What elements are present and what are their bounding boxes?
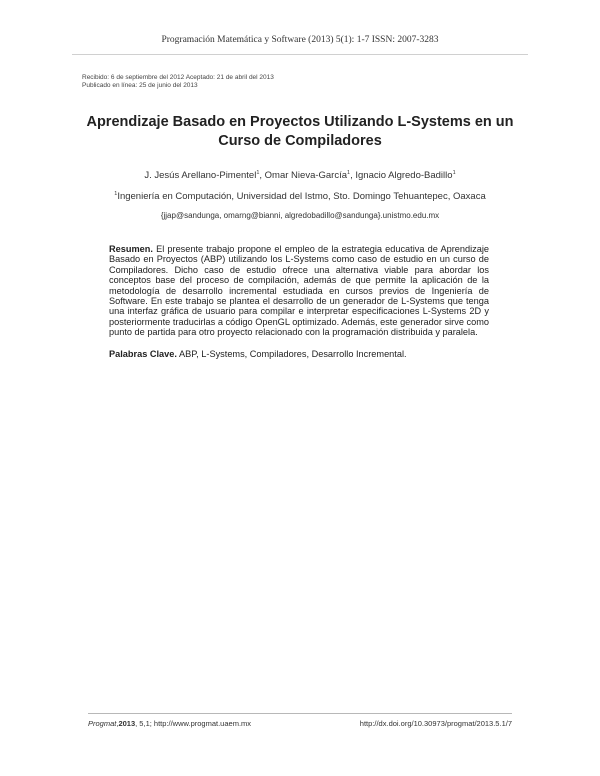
publication-dates bbox=[82, 74, 274, 90]
footer-divider bbox=[88, 713, 512, 714]
keywords-text: ABP, L-Systems, Compiladores, Desarrollo Incremental. bbox=[178, 349, 407, 359]
published-date: Publicado en línea: 25 de junio del 2013 bbox=[82, 82, 198, 89]
affiliation-text: Ingeniería en Computación, Universidad del Istmo, Sto. Domingo Tehuantepec, Oaxaca bbox=[117, 191, 486, 202]
abstract-text: El presente trabajo propone el empleo de la estrategia educativa de Aprendizaje Basado en Proyectos (ABP) utilizando los L-Systems como caso de estudio en un curso de Compiladores. Dicho caso de estudio ofrece una alternativa viable para abordar los conceptos base del proceso de compilación, además de que permite la aplicación de la metodología de desarrollo incremental estudiada en cursos previos de Ingeniería de Software. En este trabajo se plantea el desarrollo de un generador de L-Systems que tenga una interfaz gráfica de usuario para compilar e interpretar especificaciones L-Systems 2D y posteriormente traducirlas a código OpenGL optimizado. Además, este generador sirve como punto de partida para otro proyecto relacionado con la programación distribuida y paralela. bbox=[109, 244, 489, 338]
paper-title: Aprendizaje Basado en Proyectos Utilizando L-Systems en un Curso de Compiladores bbox=[86, 114, 514, 149]
author-list bbox=[82, 170, 518, 181]
abstract-label: Resumen. bbox=[109, 244, 153, 254]
affiliation bbox=[82, 191, 518, 202]
received-accepted-date: Recibido: 6 de septiembre del 2012 Aceptado: 21 de abril del 2013 bbox=[82, 74, 274, 81]
footer-citation: Progmat,2013, 5,1; http://www.progmat.uaem.mx bbox=[88, 719, 252, 728]
author-name: J. Jesús Arellano-Pimentel bbox=[144, 170, 257, 181]
author-name: Ignacio Algredo-Badillo bbox=[355, 170, 453, 181]
abstract bbox=[109, 244, 489, 338]
keywords bbox=[109, 349, 489, 359]
journal-header: Programación Matemática y Software (2013) 5(1): 1-7 ISSN: 2007-3283 bbox=[161, 35, 439, 45]
author-affiliation-mark: 1 bbox=[256, 169, 260, 176]
header-divider bbox=[72, 54, 528, 55]
author-separator: , bbox=[350, 170, 356, 181]
author-emails: {jjap@sandunga, omarng@bianni, algredobadillo@sandunga}.unistmo.edu.mx bbox=[160, 211, 440, 220]
author-affiliation-mark: 1 bbox=[347, 169, 351, 176]
footer-journal-name: Progmat bbox=[88, 719, 117, 728]
author-name: Omar Nieva-García bbox=[264, 170, 348, 181]
footer-doi-link[interactable]: http://dx.doi.org/10.30973/progmat/2013.5.1/7 bbox=[359, 719, 512, 728]
author-affiliation-mark: 1 bbox=[452, 169, 456, 176]
affiliation-mark: 1 bbox=[114, 190, 118, 197]
footer-year: 2013 bbox=[118, 719, 136, 728]
author-separator: , bbox=[259, 170, 265, 181]
keywords-label: Palabras Clave. bbox=[109, 349, 177, 359]
footer-volume-site: , 5,1; http://www.progmat.uaem.mx bbox=[135, 719, 252, 728]
